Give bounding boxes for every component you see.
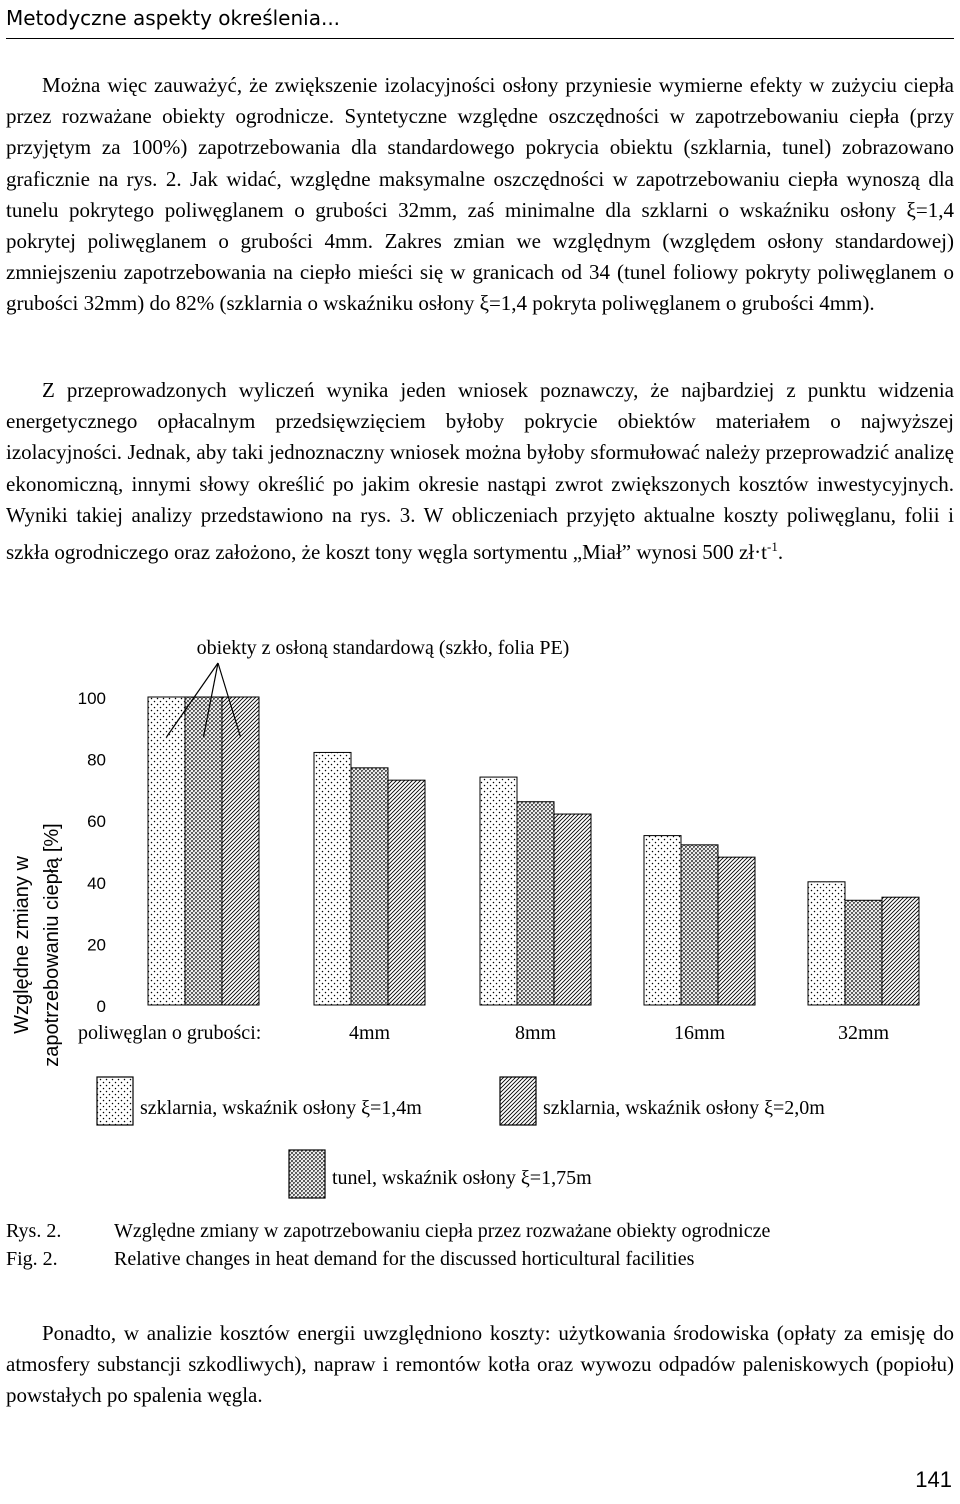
figure-2-chart: [0, 625, 960, 1215]
legend-label: szklarnia, wskaźnik osłony ξ=1,4m: [140, 1097, 422, 1119]
x-tick-label: 16mm: [673, 1022, 726, 1044]
bar: [718, 857, 755, 1005]
legend-label: szklarnia, wskaźnik osłony ξ=2,0m: [543, 1097, 825, 1119]
x-tick-label: 8mm: [514, 1022, 557, 1044]
figure-caption-en: [6, 1245, 946, 1273]
bar: [480, 777, 517, 1005]
bar: [185, 697, 222, 1005]
caption-label-fig: Fig. 2.: [6, 1248, 58, 1270]
y-tick-label: 0: [96, 997, 106, 1016]
y-tick-label: 60: [87, 812, 106, 832]
paragraph-2: [6, 375, 954, 568]
y-axis-label-line-2: zapotrzebowaniu ciepłą [%]: [41, 823, 63, 1067]
legend-swatch: [289, 1150, 325, 1198]
y-axis-label: [11, 823, 63, 1066]
y-tick-label: 20: [87, 935, 106, 955]
bar: [845, 900, 882, 1005]
bar: [808, 882, 845, 1005]
chart-svg: [0, 625, 960, 1215]
legend-swatch: [97, 1077, 133, 1125]
bar: [554, 814, 591, 1005]
caption-label-rys: Rys. 2.: [6, 1220, 62, 1242]
paragraph-2-text: Z przeprowadzonych wyliczeń wynika jeden wniosek poznawczy, że najbardziej z punktu widzenia energetycznego opłacalnym przedsięwzięciem byłoby pokrycie obiektów materiałem o najwyższej izolacyjności. Jednak, aby taki jednoznaczny wniosek można byłoby sformułować należy przeprowadzić analizę ekonomiczną, innymi słowy określić po jakim okresie nastąpi zwrot zwiększonych kosztów inwestycyjnych. Wyniki takiej analizy przedstawiono na rys. 3. W obliczeniach przyjęto aktualne koszty poliwęglanu, folii i szkła ogrodniczego oraz założono, że koszt tony węgla sortymentu „Miał” wynosi 500 zł·t: [6, 378, 954, 565]
bar: [681, 845, 718, 1005]
paragraph-1: Można więc zauważyć, że zwiększenie izolacyjności osłony przyniesie wymierne efekty w zużyciu ciepła przez rozważane obiekty ogrodnicze. Syntetyczne względne oszczędności w zapotrzebowaniu ciepła (przy przyjętym za 100%) zapotrzebowania dla standardowego pokrycia obiektu (szklarnia, tunel) zobrazowano graficznie na rys. 2. Jak widać, względne maksymalne oszczędności w zapotrzebowaniu ciepła wynoszą dla tunelu pokrytego poliwęglanem o grubości 32mm, zaś minimalne dla szklarni o wskaźniku osłony ξ=1,4 pokrytej poliwęglanem o grubości 4mm. Zakres zmian we względnym (względem osłony standardowej) zmniejszeniu zapotrzebowania na ciepło mieści się w granicach od 34 (tunel foliowy pokryty poliwęglanem o grubości 32mm) do 82% (szklarnia o wskaźniku osłony ξ=1,4 pokryta poliwęglanem o grubości 4mm).: [6, 73, 954, 316]
caption-text-pl: Względne zmiany w zapotrzebowaniu ciepła przez rozważane obiekty ogrodnicze: [114, 1220, 771, 1242]
y-tick-label: 40: [87, 873, 106, 893]
bar: [148, 697, 185, 1005]
bar: [314, 752, 351, 1005]
page-number: 141: [915, 1467, 952, 1492]
x-axis-label: poliwęglan o grubości:: [78, 1022, 262, 1044]
paragraph-3: Ponadto, w analizie kosztów energii uwzględniono koszty: użytkowania środowiska (opłaty za emisję do atmosfery substancji szkodliwych), napraw i remontów kotła oraz wywozu odpadów paleniskowych (popiołu) powstałych po spalenia węgla.: [6, 1321, 954, 1408]
caption-text-en: Relative changes in heat demand for the discussed horticultural facilities: [114, 1248, 695, 1270]
x-tick-label: 32mm: [837, 1022, 890, 1044]
x-tick-label: 4mm: [348, 1022, 391, 1044]
y-tick-label: 100: [77, 689, 106, 708]
annotation-text: obiekty z osłoną standardową (szkło, folia PE): [196, 637, 570, 659]
figure-caption-pl: [6, 1217, 946, 1245]
paragraph-2-superscript: -1: [767, 539, 778, 555]
bar: [351, 768, 388, 1005]
legend-label: tunel, wskaźnik osłony ξ=1,75m: [332, 1167, 592, 1189]
running-header: [6, 2, 954, 39]
bar: [222, 697, 259, 1005]
bar: [388, 780, 425, 1005]
y-axis-label-line-1: Względne zmiany w: [11, 856, 33, 1034]
legend-swatch: [500, 1077, 536, 1125]
bar: [517, 802, 554, 1005]
running-title: Metodyczne aspekty określenia...: [6, 6, 341, 30]
bar: [882, 897, 919, 1005]
bar: [644, 836, 681, 1005]
paragraph-2-end: .: [777, 540, 784, 565]
y-tick-label: 80: [87, 750, 106, 770]
